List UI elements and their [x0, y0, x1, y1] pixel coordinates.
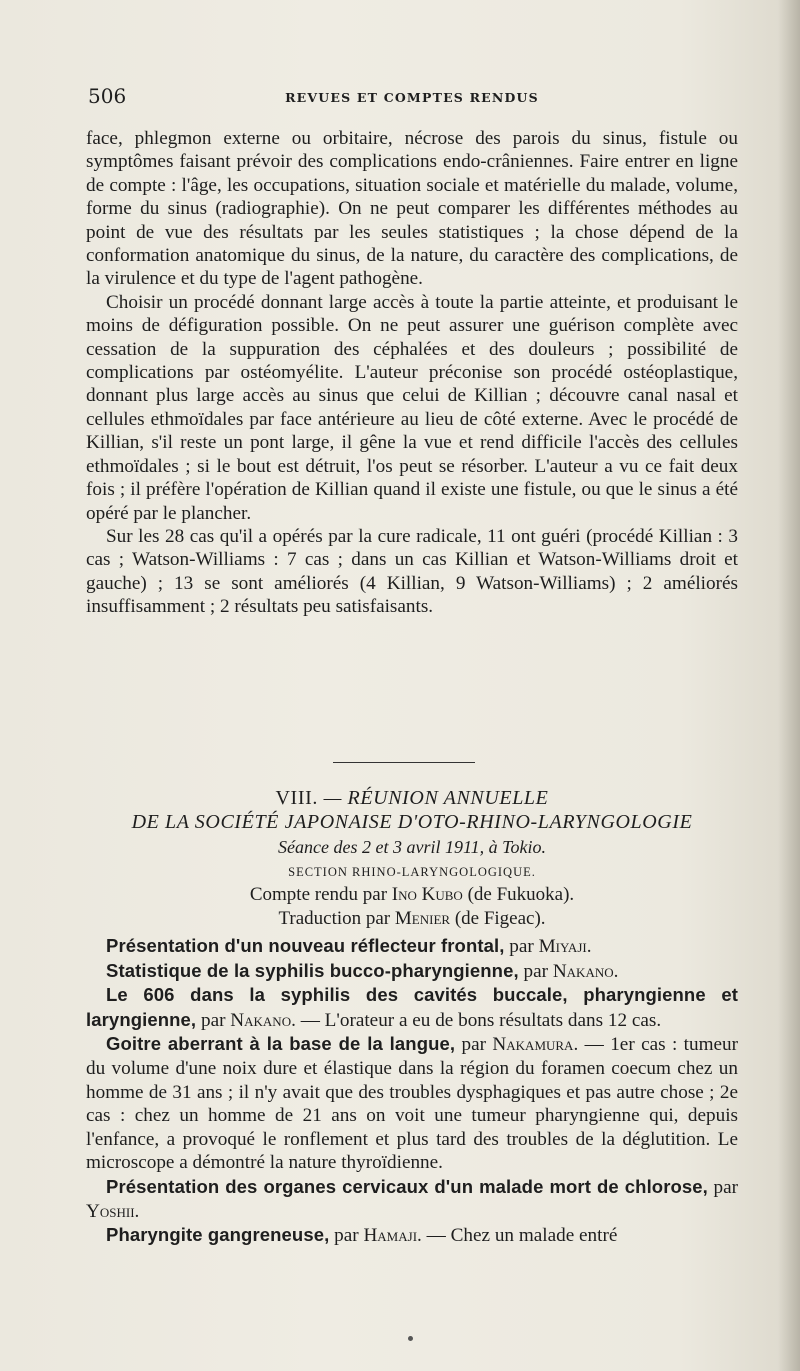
subsection-title: SECTION RHINO-LARYNGOLOGIQUE.: [288, 865, 536, 879]
paper-title: Le 606 dans la syphilis des cavités buccale, pharyngienne et laryngienne,: [86, 984, 738, 1030]
report-prefix: Compte rendu par: [249, 884, 388, 905]
paper-by: par: [509, 936, 534, 957]
article-body: [86, 127, 738, 619]
paper-by: par: [713, 1176, 738, 1198]
paper-title: Pharyngite gangreneuse,: [106, 1224, 330, 1246]
paper-text: — Chez un malade entré: [426, 1225, 618, 1247]
paper-title: Goitre aberrant à la base de la langue,: [106, 1033, 456, 1055]
paper-author: Nakamura.: [492, 1034, 579, 1056]
section-title-line1: [86, 786, 738, 810]
report-suffix: (de Fukuoka).: [467, 884, 575, 905]
paper-entry: [86, 1223, 738, 1248]
session-date: Séance des 2 et 3 avril 1911, à Tokio.: [278, 837, 546, 857]
paper-title: Statistique de la syphilis bucco-pharyngienne,: [106, 959, 519, 981]
paper-by: par: [461, 1034, 487, 1056]
paper-by: par: [200, 1009, 226, 1031]
stray-ink-dot: [408, 1336, 413, 1341]
paper-author: Miyaji.: [538, 936, 592, 957]
paper-title: Présentation d'un nouveau réflecteur frontal,: [106, 935, 505, 956]
paper-by: par: [523, 960, 549, 982]
paragraph-continuation: face, phlegmon externe ou orbitaire, nécrose des parois du sinus, fistule ou symptômes faisant prévoir des complications endo-crâniennes. Faire entrer en ligne de compte : l'âge, les occupations, situation sociale et matérielle du malade, volume, forme du sinus (radiographie). On ne peut comparer les différentes méthodes au point de vue des résultats par les seules statistiques ; la chose dépend de la conformation anatomique du sinus, de la nature, du caractère des complications, de la virulence et du type de l'agent pathogène.: [86, 128, 738, 290]
translation-prefix: Traduction par: [278, 908, 391, 929]
running-title: REVUES ET COMPTES RENDUS: [285, 90, 539, 105]
paragraph-results: Sur les 28 cas qu'il a opérés par la cure radicale, 11 ont guéri (procédé Killian : 3 cas ; Watson-Williams : 7 cas ; dans un cas Killian et Watson-Williams droit et gauche) ; 13 se sont améliorés (4 Killian, 9 Watson-Williams) ; 2 améliorés insuffisamment ; 2 résultats peu satisfaisants.: [86, 525, 738, 618]
paper-entry: [86, 1175, 738, 1223]
paper-by: par: [334, 1225, 359, 1247]
paper-entry: [86, 983, 738, 1032]
paper-entry: [86, 959, 738, 984]
paper-author: Nakano.: [230, 1009, 296, 1031]
section-title-part1: — RÉUNION ANNUELLE: [323, 787, 549, 809]
report-credit: [86, 883, 738, 907]
paper-author: Yoshii.: [86, 1200, 140, 1222]
paper-entry: [86, 1032, 738, 1175]
paper-author: Hamaji.: [363, 1225, 422, 1247]
page-header: [88, 84, 736, 114]
page-edge-shadow: [778, 0, 800, 1371]
paper-list: [86, 934, 738, 1248]
paper-title: Présentation des organes cervicaux d'un malade mort de chlorose,: [106, 1175, 708, 1197]
translation-credit: [86, 907, 738, 931]
section-heading: [86, 786, 738, 931]
page-number: 506: [88, 84, 127, 108]
translation-author: Menier: [394, 908, 451, 929]
paper-text: — L'orateur a eu de bons résultats dans 12 cas.: [300, 1009, 662, 1031]
report-author: Ino Kubo: [391, 884, 463, 905]
paper-text: — 1er cas : tumeur du volume d'une noix dure et élastique dans la région du foramen coecum chez un homme de 31 ans ; il n'y avait que des troubles dysphagiques et pas autre chose ; 2e cas : chez un homme de 21 ans on voit une tumeur pharyngienne qui, depuis l'enfance, a provoqué le ronflement et plus tard des troubles de la déglutition. Le microscope a démontré la nature thyroïdienne.: [86, 1034, 739, 1174]
section-title-line2: DE LA SOCIÉTÉ JAPONAISE D'OTO-RHINO-LARYNGOLOGIE: [131, 811, 693, 833]
section-divider: [333, 762, 475, 763]
paper-author: Nakano.: [552, 960, 619, 982]
paper-entry: [86, 934, 738, 959]
translation-suffix: (de Figeac).: [454, 908, 546, 929]
section-numeral: VIII.: [275, 787, 318, 809]
paragraph-procedure: Choisir un procédé donnant large accès à toute la partie atteinte, et produisant le moins de défiguration possible. On ne peut assurer une guérison complète avec cessation de la suppuration des céphalées et des douleurs ; possibilité de complications par ostéomyélite. L'auteur préconise son procédé ostéoplastique, donnant plus large accès au sinus que celui de Killian ; découvre canal nasal et cellules ethmoïdales par face antérieure au lieu de côté externe. Avec le procédé de Killian, s'il reste un pont large, il gêne la vue et rend difficile l'accès des cellules ethmoïdales ; si le bout est détruit, l'os peut se résorber. L'auteur a vu ce fait deux fois ; il préfère l'opération de Killian quand il existe une fistule, ou que le sinus a été opéré par le plancher.: [86, 291, 738, 524]
